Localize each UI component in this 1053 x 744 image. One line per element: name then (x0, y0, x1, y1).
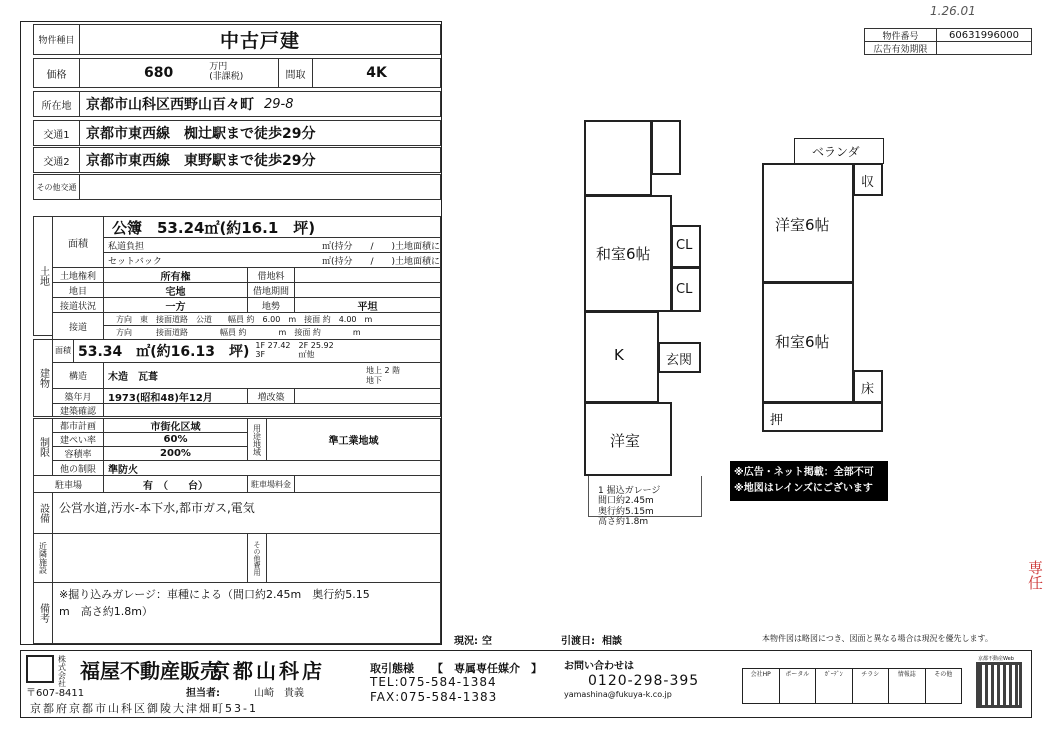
land-category-label: 地目 (52, 282, 104, 298)
reg-use-label: 用途地域 (247, 418, 267, 461)
building-confirm (103, 403, 441, 417)
regulation-section-label: 制限 (33, 418, 53, 476)
email: yamashina@fukuya-k.co.jp (564, 690, 672, 699)
land-rent-label: 借地料 (247, 267, 295, 283)
building-struct: 木造 瓦葺 地上 2 階 地下 (103, 362, 441, 389)
access2-label: 交通2 (33, 147, 80, 173)
building-confirm-label: 建築確認 (52, 403, 104, 417)
access1-value: 京都市東西線 椥辻駅まで徒歩29分 (79, 120, 441, 146)
access2-value: 京都市東西線 東野駅まで徒歩29分 (79, 147, 441, 173)
land-private-road: 私道負担 ㎡(持分 / )土地面積に (103, 237, 441, 253)
deal-label: 取引態様 (370, 662, 414, 675)
nearby-value (52, 533, 248, 583)
reg-other-label: 他の制限 (52, 460, 104, 476)
freedial: 0120-298-395 (588, 673, 700, 689)
parking-value: 有 （ 台） (103, 475, 248, 493)
building-built-label: 築年月 (52, 388, 104, 404)
land-road-label: 接道状況 (52, 297, 104, 313)
qr-code (976, 662, 1022, 708)
facility-value: 公営水道,汚水-本下水,都市ガス,電気 (52, 492, 441, 534)
handwritten-stamp: 1.26.01 (930, 4, 976, 18)
access-other-value (79, 174, 441, 200)
nearby-label: 近隣施設 (33, 533, 53, 583)
land-road1: 方向 東 接面道路 公道 幅員 約 6.00 m 接面 約 4.00 m (103, 312, 441, 326)
company-type: 株式会社 (58, 655, 66, 688)
company-branch: 京都山科店 (210, 659, 325, 683)
land-area-label: 面積 (52, 216, 104, 268)
fax: FAX:075-584-1383 (370, 690, 498, 704)
checkbox-table: 会社HP ポータル ｶﾞｰﾃﾞﾝ チラシ 情報誌 その他 (742, 668, 962, 704)
status-label: 現況: (454, 636, 478, 647)
warning-box: ※広告・ネット掲載：全部不可 ※地図はレインズにございます (730, 461, 888, 501)
building-addition (294, 388, 441, 404)
remarks-value: ※掘り込みガレージ：車種による（間口約2.45m 奥行約5.15 m 高さ約1.8m） (52, 582, 441, 644)
reg-plan: 市街化区域 (103, 418, 248, 433)
building-section-label: 建物 (33, 339, 53, 417)
building-area: 53.34 ㎡(約16.13 坪) 1F 27.42 3F 2F 25.92 ㎡他 (73, 339, 441, 363)
reg-other: 準防火 (103, 460, 441, 476)
reg-coverage-label: 建ぺい率 (52, 432, 104, 447)
other-fee-value (266, 533, 441, 583)
land-right: 所有権 (103, 267, 248, 283)
reg-plan-label: 都市計画 (52, 418, 104, 433)
parking-label: 駐車場 (33, 475, 104, 493)
period-value (936, 41, 1032, 55)
land-section-label: 土地 (33, 216, 53, 336)
land-setback: セットバック ㎡(持分 / )土地面積に (103, 252, 441, 268)
building-addition-label: 増改築 (247, 388, 295, 404)
remarks-label: 備考 (33, 582, 53, 644)
land-area-public: 公簿 53.24㎡(約16.1 坪) (103, 216, 441, 238)
handover-value: 相談 (602, 636, 622, 647)
price-value: 680 万円 (非課税) (79, 58, 279, 88)
youshitsu-1f-label: 洋室 (610, 432, 641, 450)
building-struct-label: 構造 (52, 362, 104, 389)
deal-value: 【 専属専任媒介 】 (432, 662, 542, 675)
land-terrain: 平坦 (294, 297, 441, 313)
number-label: 物件番号 (864, 28, 937, 42)
garage-note: 1 掘込ガレージ 間口約2.45m 奥行約5.15m 高さ約1.8m (598, 486, 661, 528)
parking-fee-label: 駐車場料金 (247, 475, 295, 493)
land-rent-period (294, 282, 441, 298)
land-road: 一方 (103, 297, 248, 313)
facility-label: 設備 (33, 492, 53, 534)
land-rent (294, 267, 441, 283)
tel: TEL:075-584-1384 (370, 675, 497, 689)
land-rent-period-label: 借地期間 (247, 282, 295, 298)
company-address: 京都府京都市山科区御陵大津畑町53-1 (30, 702, 258, 715)
status-value: 空 (482, 636, 492, 647)
building-area-label: 面積 (52, 339, 74, 363)
oshiire-label: 押 (770, 413, 784, 428)
access1-label: 交通1 (33, 120, 80, 146)
disclaimer: 本物件図は略図につき、図面と異なる場合は現況を優先します。 (762, 634, 993, 643)
number-value: 60631996000 (936, 28, 1032, 42)
land-terrain-label: 地勢 (247, 297, 295, 313)
contact-label: お問い合わせは (564, 661, 634, 672)
genkan-label: 玄関 (666, 353, 693, 368)
price-label: 価格 (33, 58, 80, 88)
access-other-label: その他交通 (33, 174, 80, 200)
land-category: 宅地 (103, 282, 248, 298)
company-logo (26, 655, 54, 683)
land-access-label: 接道 (52, 312, 104, 340)
building-built: 1973(昭和48)年12月 (103, 388, 248, 404)
land-road2: 方向 接面道路 幅員 約 m 接面 約 m (103, 325, 441, 340)
address-value: 京都市山科区西野山百々町 29-8 (79, 91, 441, 117)
parking-fee (294, 475, 441, 493)
reg-far-label: 容積率 (52, 446, 104, 461)
kind-value: 中古戸建 (79, 24, 441, 55)
toilet (651, 120, 681, 175)
period-label: 広告有効期限 (864, 41, 937, 55)
reg-use: 準工業地域 (266, 418, 441, 461)
washitsu-2f-label: 和室6帖 (775, 333, 830, 351)
floor-plan-1f (584, 120, 704, 520)
kind-label: 物件種目 (33, 24, 80, 55)
postal-code: 〒607-8411 (26, 688, 85, 699)
address-label: 所在地 (33, 91, 80, 117)
layout-value: 4K (312, 58, 441, 88)
handover-label: 引渡日: (561, 636, 595, 647)
bath-area (584, 120, 652, 196)
qr-label: 京都不動産Web (978, 656, 1014, 662)
agent-label: 担当者: (186, 688, 220, 699)
storage-label: 収 (861, 175, 875, 190)
handwritten-note: 専任 (1026, 560, 1044, 590)
kitchen-label: K (614, 346, 624, 364)
agent-name: 山崎 貴義 (254, 688, 304, 699)
balcony-label: ベランダ (812, 145, 860, 159)
floor-plan-2f (762, 138, 886, 438)
closet-2-label: CL (676, 282, 693, 297)
land-right-label: 土地権利 (52, 267, 104, 283)
washitsu-1f-label: 和室6帖 (596, 245, 651, 263)
company-name: 福屋不動産販売 (80, 659, 220, 683)
reg-far: 200% (103, 446, 248, 461)
closet-1-label: CL (676, 238, 693, 253)
youshitsu-2f-label: 洋室6帖 (775, 216, 830, 234)
toko-label: 床 (861, 382, 875, 397)
reg-coverage: 60% (103, 432, 248, 447)
layout-label: 間取 (278, 58, 313, 88)
other-fee-label: その他費用 (247, 533, 267, 583)
